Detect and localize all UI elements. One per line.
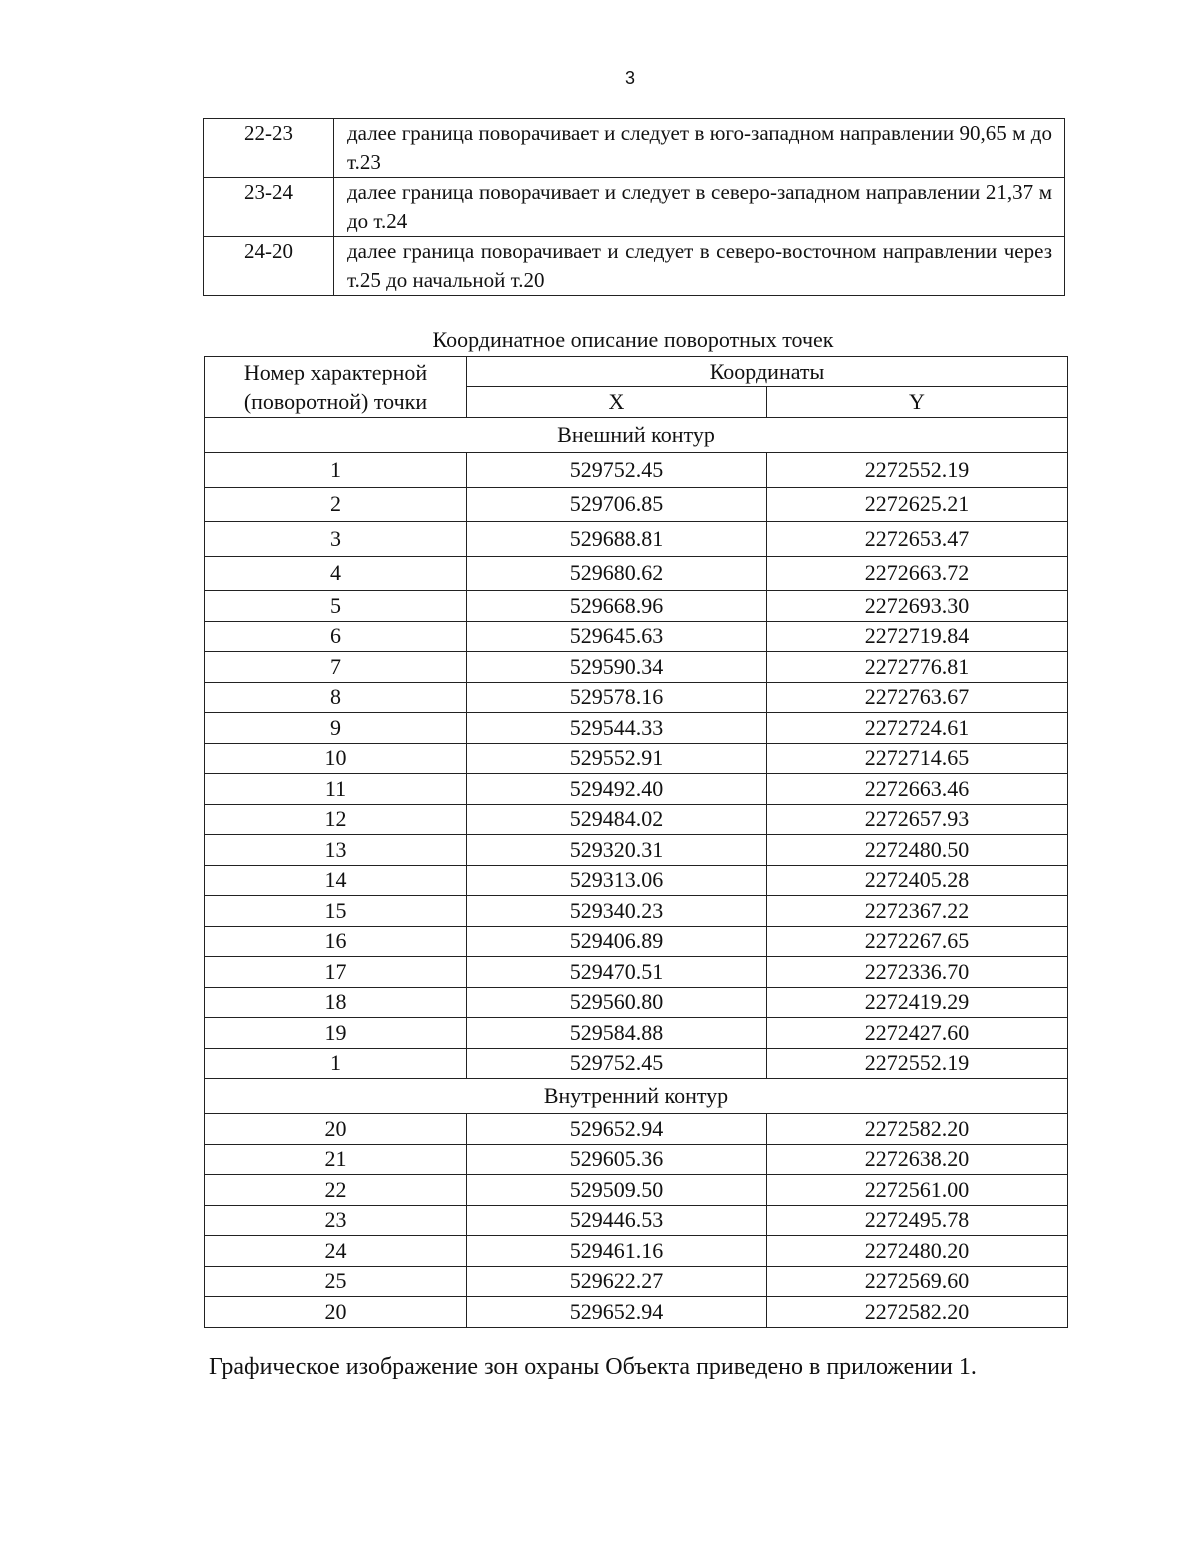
point-number: 11 bbox=[205, 774, 467, 805]
segment-description: далее граница поворачивает и следует в юго-западном направлении 90,65 м до т.23 bbox=[334, 119, 1065, 178]
coordinates-title: Координатное описание поворотных точек bbox=[432, 327, 834, 352]
point-number: 24 bbox=[205, 1236, 467, 1267]
coordinate-x: 529652.94 bbox=[467, 1297, 767, 1328]
coordinate-x: 529320.31 bbox=[467, 835, 767, 866]
coordinate-x: 529313.06 bbox=[467, 865, 767, 896]
coordinate-y: 2272552.19 bbox=[767, 453, 1068, 488]
point-number: 15 bbox=[205, 896, 467, 927]
coordinate-x: 529560.80 bbox=[467, 987, 767, 1018]
coordinate-row bbox=[205, 987, 1068, 1018]
coordinate-row bbox=[205, 713, 1068, 744]
coordinate-row bbox=[205, 1114, 1068, 1145]
outer-contour-row bbox=[205, 418, 1068, 453]
coordinate-row bbox=[205, 865, 1068, 896]
segment-id: 22-23 bbox=[204, 119, 334, 178]
footer-note: Графическое изображение зон охраны Объекта приведено в приложении 1. bbox=[209, 1354, 977, 1380]
coordinate-row bbox=[205, 1144, 1068, 1175]
segment-id: 24-20 bbox=[204, 237, 334, 296]
coordinate-x: 529470.51 bbox=[467, 957, 767, 988]
outer-contour-label: Внешний контур bbox=[205, 418, 1068, 453]
coordinate-row bbox=[205, 774, 1068, 805]
segment-description: далее граница поворачивает и следует в северо-западном направлении 21,37 м до т.24 bbox=[334, 178, 1065, 237]
coordinate-x: 529622.27 bbox=[467, 1266, 767, 1297]
coordinate-row bbox=[205, 957, 1068, 988]
coordinate-y: 2272625.21 bbox=[767, 487, 1068, 522]
coordinate-x: 529752.45 bbox=[467, 453, 767, 488]
coordinate-x: 529652.94 bbox=[467, 1114, 767, 1145]
coordinate-row bbox=[205, 1048, 1068, 1079]
coordinate-x: 529461.16 bbox=[467, 1236, 767, 1267]
coordinate-row bbox=[205, 652, 1068, 683]
coordinate-x: 529668.96 bbox=[467, 591, 767, 622]
coordinate-y: 2272367.22 bbox=[767, 896, 1068, 927]
coordinate-y: 2272724.61 bbox=[767, 713, 1068, 744]
point-number: 20 bbox=[205, 1114, 467, 1145]
segment-row bbox=[204, 119, 1065, 178]
coordinate-y: 2272582.20 bbox=[767, 1114, 1068, 1145]
coordinate-row bbox=[205, 591, 1068, 622]
coordinate-x: 529752.45 bbox=[467, 1048, 767, 1079]
coordinate-y: 2272267.65 bbox=[767, 926, 1068, 957]
coordinate-x: 529406.89 bbox=[467, 926, 767, 957]
point-number: 3 bbox=[205, 522, 467, 557]
coordinate-row bbox=[205, 1266, 1068, 1297]
inner-contour-row bbox=[205, 1079, 1068, 1114]
coordinate-y: 2272480.50 bbox=[767, 835, 1068, 866]
coordinate-y: 2272582.20 bbox=[767, 1297, 1068, 1328]
coordinate-x: 529688.81 bbox=[467, 522, 767, 557]
coordinate-x: 529706.85 bbox=[467, 487, 767, 522]
header-point-number: Номер характерной (поворотной) точки bbox=[205, 357, 467, 418]
coordinate-row bbox=[205, 743, 1068, 774]
coordinate-y: 2272763.67 bbox=[767, 682, 1068, 713]
coordinate-y: 2272714.65 bbox=[767, 743, 1068, 774]
coordinate-row bbox=[205, 804, 1068, 835]
point-number: 13 bbox=[205, 835, 467, 866]
segment-id: 23-24 bbox=[204, 178, 334, 237]
coordinate-row bbox=[205, 453, 1068, 488]
coordinate-x: 529605.36 bbox=[467, 1144, 767, 1175]
header-x: X bbox=[467, 387, 767, 418]
point-number: 4 bbox=[205, 556, 467, 591]
coordinate-y: 2272663.72 bbox=[767, 556, 1068, 591]
coordinate-y: 2272638.20 bbox=[767, 1144, 1068, 1175]
coordinate-y: 2272405.28 bbox=[767, 865, 1068, 896]
point-number: 9 bbox=[205, 713, 467, 744]
coordinate-y: 2272776.81 bbox=[767, 652, 1068, 683]
point-number: 6 bbox=[205, 621, 467, 652]
coordinate-row bbox=[205, 1018, 1068, 1049]
coordinate-y: 2272693.30 bbox=[767, 591, 1068, 622]
coordinate-y: 2272495.78 bbox=[767, 1205, 1068, 1236]
coordinate-row bbox=[205, 1175, 1068, 1206]
point-number: 14 bbox=[205, 865, 467, 896]
point-number: 1 bbox=[205, 1048, 467, 1079]
point-number: 7 bbox=[205, 652, 467, 683]
point-number: 20 bbox=[205, 1297, 467, 1328]
coordinate-x: 529584.88 bbox=[467, 1018, 767, 1049]
point-number: 17 bbox=[205, 957, 467, 988]
coordinate-x: 529552.91 bbox=[467, 743, 767, 774]
point-number: 16 bbox=[205, 926, 467, 957]
coordinate-row bbox=[205, 926, 1068, 957]
coordinate-x: 529645.63 bbox=[467, 621, 767, 652]
coordinate-x: 529509.50 bbox=[467, 1175, 767, 1206]
point-number: 12 bbox=[205, 804, 467, 835]
coordinate-row bbox=[205, 1297, 1068, 1328]
header-coordinates: Координаты bbox=[467, 357, 1068, 387]
coordinate-x: 529680.62 bbox=[467, 556, 767, 591]
coordinate-y: 2272653.47 bbox=[767, 522, 1068, 557]
coordinate-row bbox=[205, 1236, 1068, 1267]
point-number: 10 bbox=[205, 743, 467, 774]
point-number: 19 bbox=[205, 1018, 467, 1049]
coordinate-y: 2272427.60 bbox=[767, 1018, 1068, 1049]
point-number: 8 bbox=[205, 682, 467, 713]
coordinate-y: 2272419.29 bbox=[767, 987, 1068, 1018]
coordinate-row bbox=[205, 1205, 1068, 1236]
coordinate-x: 529340.23 bbox=[467, 896, 767, 927]
coordinate-row bbox=[205, 682, 1068, 713]
coordinate-y: 2272663.46 bbox=[767, 774, 1068, 805]
coordinate-y: 2272657.93 bbox=[767, 804, 1068, 835]
coordinate-row bbox=[205, 487, 1068, 522]
coordinate-row bbox=[205, 556, 1068, 591]
segment-row bbox=[204, 178, 1065, 237]
point-number: 5 bbox=[205, 591, 467, 622]
point-number: 2 bbox=[205, 487, 467, 522]
coordinate-row bbox=[205, 896, 1068, 927]
coordinate-x: 529446.53 bbox=[467, 1205, 767, 1236]
boundary-description-table bbox=[203, 118, 1065, 296]
coordinate-x: 529492.40 bbox=[467, 774, 767, 805]
inner-contour-label: Внутренний контур bbox=[205, 1079, 1068, 1114]
point-number: 21 bbox=[205, 1144, 467, 1175]
coordinate-x: 529590.34 bbox=[467, 652, 767, 683]
point-number: 22 bbox=[205, 1175, 467, 1206]
point-number: 25 bbox=[205, 1266, 467, 1297]
coordinate-x: 529484.02 bbox=[467, 804, 767, 835]
coordinate-y: 2272719.84 bbox=[767, 621, 1068, 652]
coordinate-y: 2272569.60 bbox=[767, 1266, 1068, 1297]
coordinate-row bbox=[205, 835, 1068, 866]
coordinate-y: 2272561.00 bbox=[767, 1175, 1068, 1206]
segment-description: далее граница поворачивает и следует в северо-восточном направлении через т.25 до начальной т.20 bbox=[334, 237, 1065, 296]
coordinate-row bbox=[205, 522, 1068, 557]
page-number: 3 bbox=[624, 68, 635, 88]
coordinate-y: 2272336.70 bbox=[767, 957, 1068, 988]
coordinate-y: 2272480.20 bbox=[767, 1236, 1068, 1267]
coordinate-row bbox=[205, 621, 1068, 652]
coordinate-y: 2272552.19 bbox=[767, 1048, 1068, 1079]
point-number: 23 bbox=[205, 1205, 467, 1236]
point-number: 1 bbox=[205, 453, 467, 488]
header-y: Y bbox=[767, 387, 1068, 418]
coordinates-header-row bbox=[205, 357, 1068, 387]
coordinates-table bbox=[204, 356, 1068, 1328]
coordinate-x: 529578.16 bbox=[467, 682, 767, 713]
point-number: 18 bbox=[205, 987, 467, 1018]
segment-row bbox=[204, 237, 1065, 296]
coordinate-x: 529544.33 bbox=[467, 713, 767, 744]
